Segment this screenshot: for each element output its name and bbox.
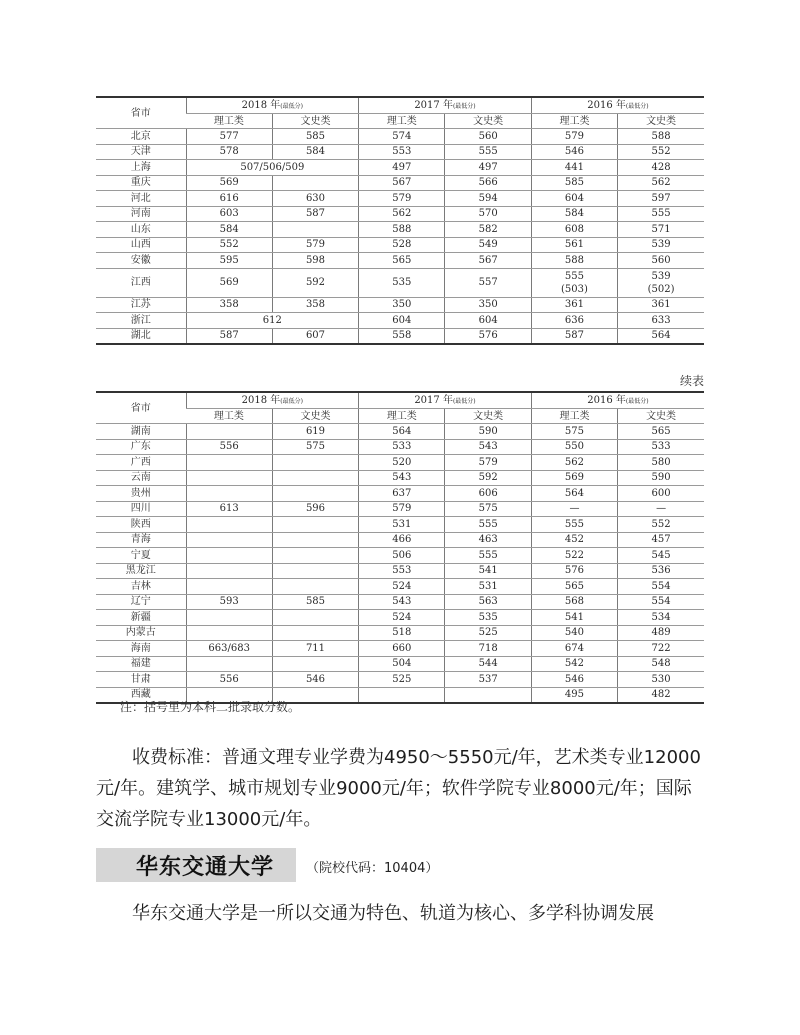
province-cell: 安徽: [96, 253, 186, 269]
province-cell: 浙江: [96, 313, 186, 329]
score-cell: 350: [445, 297, 531, 313]
score-cell: 587: [531, 328, 617, 344]
score-cell: 569: [531, 470, 617, 486]
score-cell: [272, 625, 358, 641]
score-cell: 597: [618, 191, 704, 207]
score-cell: 604: [531, 191, 617, 207]
table-row: [96, 439, 704, 455]
province-cell: 江苏: [96, 297, 186, 313]
table-row: [96, 672, 704, 688]
score-cell: 543: [359, 470, 445, 486]
score-cell: 574: [359, 129, 445, 145]
score-cell: 552: [186, 237, 272, 253]
score-cell: 555: [445, 517, 531, 533]
header-science: 理工类: [186, 409, 272, 424]
score-cell: 575: [272, 439, 358, 455]
score-cell: 718: [445, 641, 531, 657]
score-cell: 525: [445, 625, 531, 641]
score-cell: 531: [445, 579, 531, 595]
score-cell: 563: [445, 594, 531, 610]
score-cell: 557: [445, 268, 531, 297]
score-cell: [272, 656, 358, 672]
table-row: [96, 470, 704, 486]
score-cell: 550: [531, 439, 617, 455]
table-row: [96, 455, 704, 471]
score-cell: 607: [272, 328, 358, 344]
score-cell: [272, 222, 358, 238]
score-cell: 552: [618, 517, 704, 533]
table-row: [96, 548, 704, 564]
score-cell: 582: [445, 222, 531, 238]
province-cell: 广东: [96, 439, 186, 455]
score-cell: 577: [186, 129, 272, 145]
score-cell: 576: [445, 328, 531, 344]
score-cell: 636: [531, 313, 617, 329]
score-table-1: [96, 96, 704, 345]
score-cell: 722: [618, 641, 704, 657]
table-row: [96, 656, 704, 672]
province-cell: 云南: [96, 470, 186, 486]
score-cell: 560: [618, 253, 704, 269]
score-cell: 530: [618, 672, 704, 688]
institution-code: （院校代码：10404）: [306, 861, 439, 876]
score-cell: [359, 687, 445, 703]
score-cell: 592: [272, 268, 358, 297]
score-cell: 711: [272, 641, 358, 657]
score-cell: 570: [445, 206, 531, 222]
score-cell: 452: [531, 532, 617, 548]
table-row: [96, 328, 704, 344]
table-row: [96, 129, 704, 145]
tuition-paragraph: 收费标准：普通文理专业学费为4950～5550元/年，艺术类专业12000元/年。建筑学、城市规划专业9000元/年；软件学院专业8000元/年；国际交流学院专业13000元/年。: [96, 747, 701, 830]
score-cell: 579: [272, 237, 358, 253]
table-row: [96, 175, 704, 191]
score-cell: 567: [445, 253, 531, 269]
header-province: 省市: [96, 97, 186, 129]
table-row: [96, 160, 704, 176]
province-cell: 重庆: [96, 175, 186, 191]
province-cell: 西藏: [96, 687, 186, 703]
header-arts: 文史类: [618, 409, 704, 424]
header-science: 理工类: [359, 409, 445, 424]
province-cell: 湖北: [96, 328, 186, 344]
header-science: 理工类: [531, 409, 617, 424]
score-cell: 361: [531, 297, 617, 313]
score-cell: 504: [359, 656, 445, 672]
score-cell: 540: [531, 625, 617, 641]
score-cell: 569: [186, 175, 272, 191]
score-cell: 441: [531, 160, 617, 176]
score-cell: 535: [445, 610, 531, 626]
province-cell: 山东: [96, 222, 186, 238]
table-row: [96, 486, 704, 502]
province-cell: 福建: [96, 656, 186, 672]
province-cell: 内蒙古: [96, 625, 186, 641]
score-cell: 545: [618, 548, 704, 564]
score-cell: [186, 563, 272, 579]
first-batch-score: 539: [651, 270, 671, 282]
score-cell: 571: [618, 222, 704, 238]
header-arts: 文史类: [272, 409, 358, 424]
table-row: [96, 625, 704, 641]
score-cell: 595: [186, 253, 272, 269]
province-cell: 湖南: [96, 424, 186, 440]
score-cell: 637: [359, 486, 445, 502]
score-cell: 663/683: [186, 641, 272, 657]
score-cell: 608: [531, 222, 617, 238]
score-cell: 543: [359, 594, 445, 610]
score-cell: 495: [531, 687, 617, 703]
score-cell: 590: [618, 470, 704, 486]
score-cell: 579: [445, 455, 531, 471]
table-row: [96, 222, 704, 238]
score-cell: 497: [445, 160, 531, 176]
university-intro-paragraph: 华东交通大学是一所以交通为特色、轨道为核心、多学科协调发展: [132, 903, 654, 924]
score-cell: 536: [618, 563, 704, 579]
score-cell: 520: [359, 455, 445, 471]
score-cell: 548: [618, 656, 704, 672]
score-cell: 576: [531, 563, 617, 579]
score-cell: [186, 470, 272, 486]
score-cell: 549: [445, 237, 531, 253]
score-cell: 604: [445, 313, 531, 329]
province-cell: 广西: [96, 455, 186, 471]
province-cell: 宁夏: [96, 548, 186, 564]
score-cell: [272, 532, 358, 548]
score-cell: 522: [531, 548, 617, 564]
province-cell: 上海: [96, 160, 186, 176]
score-cell: 585: [531, 175, 617, 191]
score-cell: [186, 517, 272, 533]
table-row: [96, 237, 704, 253]
header-arts: 文史类: [445, 114, 531, 129]
score-cell: 578: [186, 144, 272, 160]
score-cell: 358: [272, 297, 358, 313]
score-cell: 541: [445, 563, 531, 579]
header-science: 理工类: [531, 114, 617, 129]
score-cell: 558: [359, 328, 445, 344]
score-cell: 543: [445, 439, 531, 455]
score-cell: 555: [618, 206, 704, 222]
province-cell: 贵州: [96, 486, 186, 502]
score-cell-merged: 507/506/509: [186, 160, 359, 176]
score-cell: 564: [618, 328, 704, 344]
table-row: [96, 501, 704, 517]
table-row: [96, 297, 704, 313]
header-science: 理工类: [186, 114, 272, 129]
score-cell: [272, 610, 358, 626]
score-cell: 525: [359, 672, 445, 688]
score-cell: 580: [618, 455, 704, 471]
table-row: [96, 517, 704, 533]
table-row: [96, 206, 704, 222]
score-cell: [272, 548, 358, 564]
header-arts: 文史类: [618, 114, 704, 129]
score-cell: 575: [531, 424, 617, 440]
score-cell: 542: [531, 656, 617, 672]
score-cell: [272, 470, 358, 486]
score-cell: 562: [359, 206, 445, 222]
score-cell: 606: [445, 486, 531, 502]
score-cell: 466: [359, 532, 445, 548]
province-cell: 吉林: [96, 579, 186, 595]
table-row: [96, 579, 704, 595]
score-cell: 533: [618, 439, 704, 455]
score-cell: 535: [359, 268, 445, 297]
header-year-2017: 2017 年(最低分): [359, 97, 532, 114]
score-cell: 556: [186, 439, 272, 455]
score-cell: 592: [445, 470, 531, 486]
score-cell: —: [531, 501, 617, 517]
table-row: [96, 532, 704, 548]
score-cell: 506: [359, 548, 445, 564]
score-cell: 590: [445, 424, 531, 440]
score-cell: 603: [186, 206, 272, 222]
score-cell: 596: [272, 501, 358, 517]
score-cell: 533: [359, 439, 445, 455]
header-science: 理工类: [359, 114, 445, 129]
score-cell: 619: [272, 424, 358, 440]
score-cell: 556: [186, 672, 272, 688]
score-cell: 555: [445, 144, 531, 160]
score-cell: 579: [359, 501, 445, 517]
score-cell: 585: [272, 129, 358, 145]
province-cell: 江西: [96, 268, 186, 297]
score-cell: 528: [359, 237, 445, 253]
province-cell: 青海: [96, 532, 186, 548]
table-row: [96, 424, 704, 440]
score-cell: 539: [618, 237, 704, 253]
province-cell: 北京: [96, 129, 186, 145]
score-cell: 554: [618, 579, 704, 595]
score-cell: 604: [359, 313, 445, 329]
continued-table-label: 续表: [679, 374, 704, 388]
score-cell: 587: [272, 206, 358, 222]
header-province: 省市: [96, 392, 186, 424]
score-cell: 531: [359, 517, 445, 533]
score-cell: 616: [186, 191, 272, 207]
score-cell: 588: [618, 129, 704, 145]
score-cell: 565: [618, 424, 704, 440]
province-cell: 黑龙江: [96, 563, 186, 579]
score-cell: 350: [359, 297, 445, 313]
province-cell: 甘肃: [96, 672, 186, 688]
score-cell: 564: [531, 486, 617, 502]
score-cell: 534: [618, 610, 704, 626]
section-header: [96, 848, 706, 882]
score-cell: 562: [531, 455, 617, 471]
table-row: [96, 191, 704, 207]
header-arts: 文史类: [272, 114, 358, 129]
score-cell: 566: [445, 175, 531, 191]
province-cell: 陕西: [96, 517, 186, 533]
score-cell-merged: 612: [186, 313, 359, 329]
score-cell: 584: [272, 144, 358, 160]
score-cell: [445, 687, 531, 703]
table-row: [96, 610, 704, 626]
score-cell: [272, 563, 358, 579]
score-cell: 575: [445, 501, 531, 517]
score-cell-two-line: [618, 268, 704, 297]
score-cell: 588: [359, 222, 445, 238]
score-cell: 544: [445, 656, 531, 672]
score-cell: 553: [359, 563, 445, 579]
table-row: [96, 253, 704, 269]
score-cell: 554: [618, 594, 704, 610]
score-cell: 579: [531, 129, 617, 145]
score-cell: 561: [531, 237, 617, 253]
score-cell: 584: [531, 206, 617, 222]
score-cell: 553: [359, 144, 445, 160]
score-cell: —: [618, 501, 704, 517]
table-footnote: 注：括号里为本科二批录取分数。: [120, 700, 301, 714]
score-cell: 600: [618, 486, 704, 502]
score-cell: 518: [359, 625, 445, 641]
score-cell: 565: [531, 579, 617, 595]
score-cell: [186, 532, 272, 548]
score-cell: 428: [618, 160, 704, 176]
score-cell: [186, 625, 272, 641]
score-cell: [186, 579, 272, 595]
province-cell: 辽宁: [96, 594, 186, 610]
header-year-2018: 2018 年(最低分): [186, 97, 359, 114]
score-cell: 537: [445, 672, 531, 688]
header-year-2017: 2017 年(最低分): [359, 392, 532, 409]
score-cell: 584: [186, 222, 272, 238]
score-cell: 562: [618, 175, 704, 191]
score-cell: 585: [272, 594, 358, 610]
table-row: [96, 313, 704, 329]
score-cell: 482: [618, 687, 704, 703]
table-row: [96, 641, 704, 657]
score-cell: [272, 517, 358, 533]
score-cell: 674: [531, 641, 617, 657]
score-cell: [272, 455, 358, 471]
score-cell: 358: [186, 297, 272, 313]
score-cell: 564: [359, 424, 445, 440]
score-cell: 594: [445, 191, 531, 207]
score-cell: 569: [186, 268, 272, 297]
province-cell: 天津: [96, 144, 186, 160]
score-cell: [186, 424, 272, 440]
score-cell: 489: [618, 625, 704, 641]
score-cell: 613: [186, 501, 272, 517]
first-batch-score: 555: [564, 270, 585, 282]
score-cell: [272, 486, 358, 502]
header-arts: 文史类: [445, 409, 531, 424]
score-cell: 555: [445, 548, 531, 564]
score-cell: 552: [618, 144, 704, 160]
score-cell: [186, 656, 272, 672]
province-cell: 山西: [96, 237, 186, 253]
table-row: [96, 563, 704, 579]
province-cell: 四川: [96, 501, 186, 517]
score-cell: 546: [531, 672, 617, 688]
score-cell: [272, 579, 358, 595]
score-cell: 457: [618, 532, 704, 548]
table-row: [96, 594, 704, 610]
score-cell: 524: [359, 579, 445, 595]
score-cell: 546: [531, 144, 617, 160]
score-cell: 541: [531, 610, 617, 626]
score-cell: [186, 455, 272, 471]
table-row: [96, 268, 704, 297]
province-cell: 河北: [96, 191, 186, 207]
university-name: 华东交通大学: [136, 855, 275, 880]
score-cell: [272, 175, 358, 191]
header-year-2018: 2018 年(最低分): [186, 392, 359, 409]
score-cell: [186, 486, 272, 502]
score-cell: 633: [618, 313, 704, 329]
score-cell: 630: [272, 191, 358, 207]
score-cell: 497: [359, 160, 445, 176]
province-cell: 海南: [96, 641, 186, 657]
score-cell-two-line: [531, 268, 617, 297]
table-row: [96, 144, 704, 160]
score-cell: 567: [359, 175, 445, 191]
score-cell: 524: [359, 610, 445, 626]
province-cell: 河南: [96, 206, 186, 222]
second-batch-score: (503): [561, 283, 588, 295]
province-cell: 新疆: [96, 610, 186, 626]
score-cell: 565: [359, 253, 445, 269]
score-cell: [186, 548, 272, 564]
header-year-2016: 2016 年(最低分): [531, 97, 704, 114]
score-cell: 593: [186, 594, 272, 610]
score-table-2: [96, 391, 704, 704]
score-cell: 579: [359, 191, 445, 207]
score-cell: 463: [445, 532, 531, 548]
score-cell: 555: [531, 517, 617, 533]
score-cell: 560: [445, 129, 531, 145]
score-cell: 660: [359, 641, 445, 657]
score-cell: 587: [186, 328, 272, 344]
score-cell: 588: [531, 253, 617, 269]
header-year-2016: 2016 年(最低分): [531, 392, 704, 409]
second-batch-score: (502): [647, 283, 675, 295]
score-cell: 546: [272, 672, 358, 688]
score-cell: [186, 610, 272, 626]
score-cell: 568: [531, 594, 617, 610]
score-cell: 361: [618, 297, 704, 313]
score-cell: 598: [272, 253, 358, 269]
